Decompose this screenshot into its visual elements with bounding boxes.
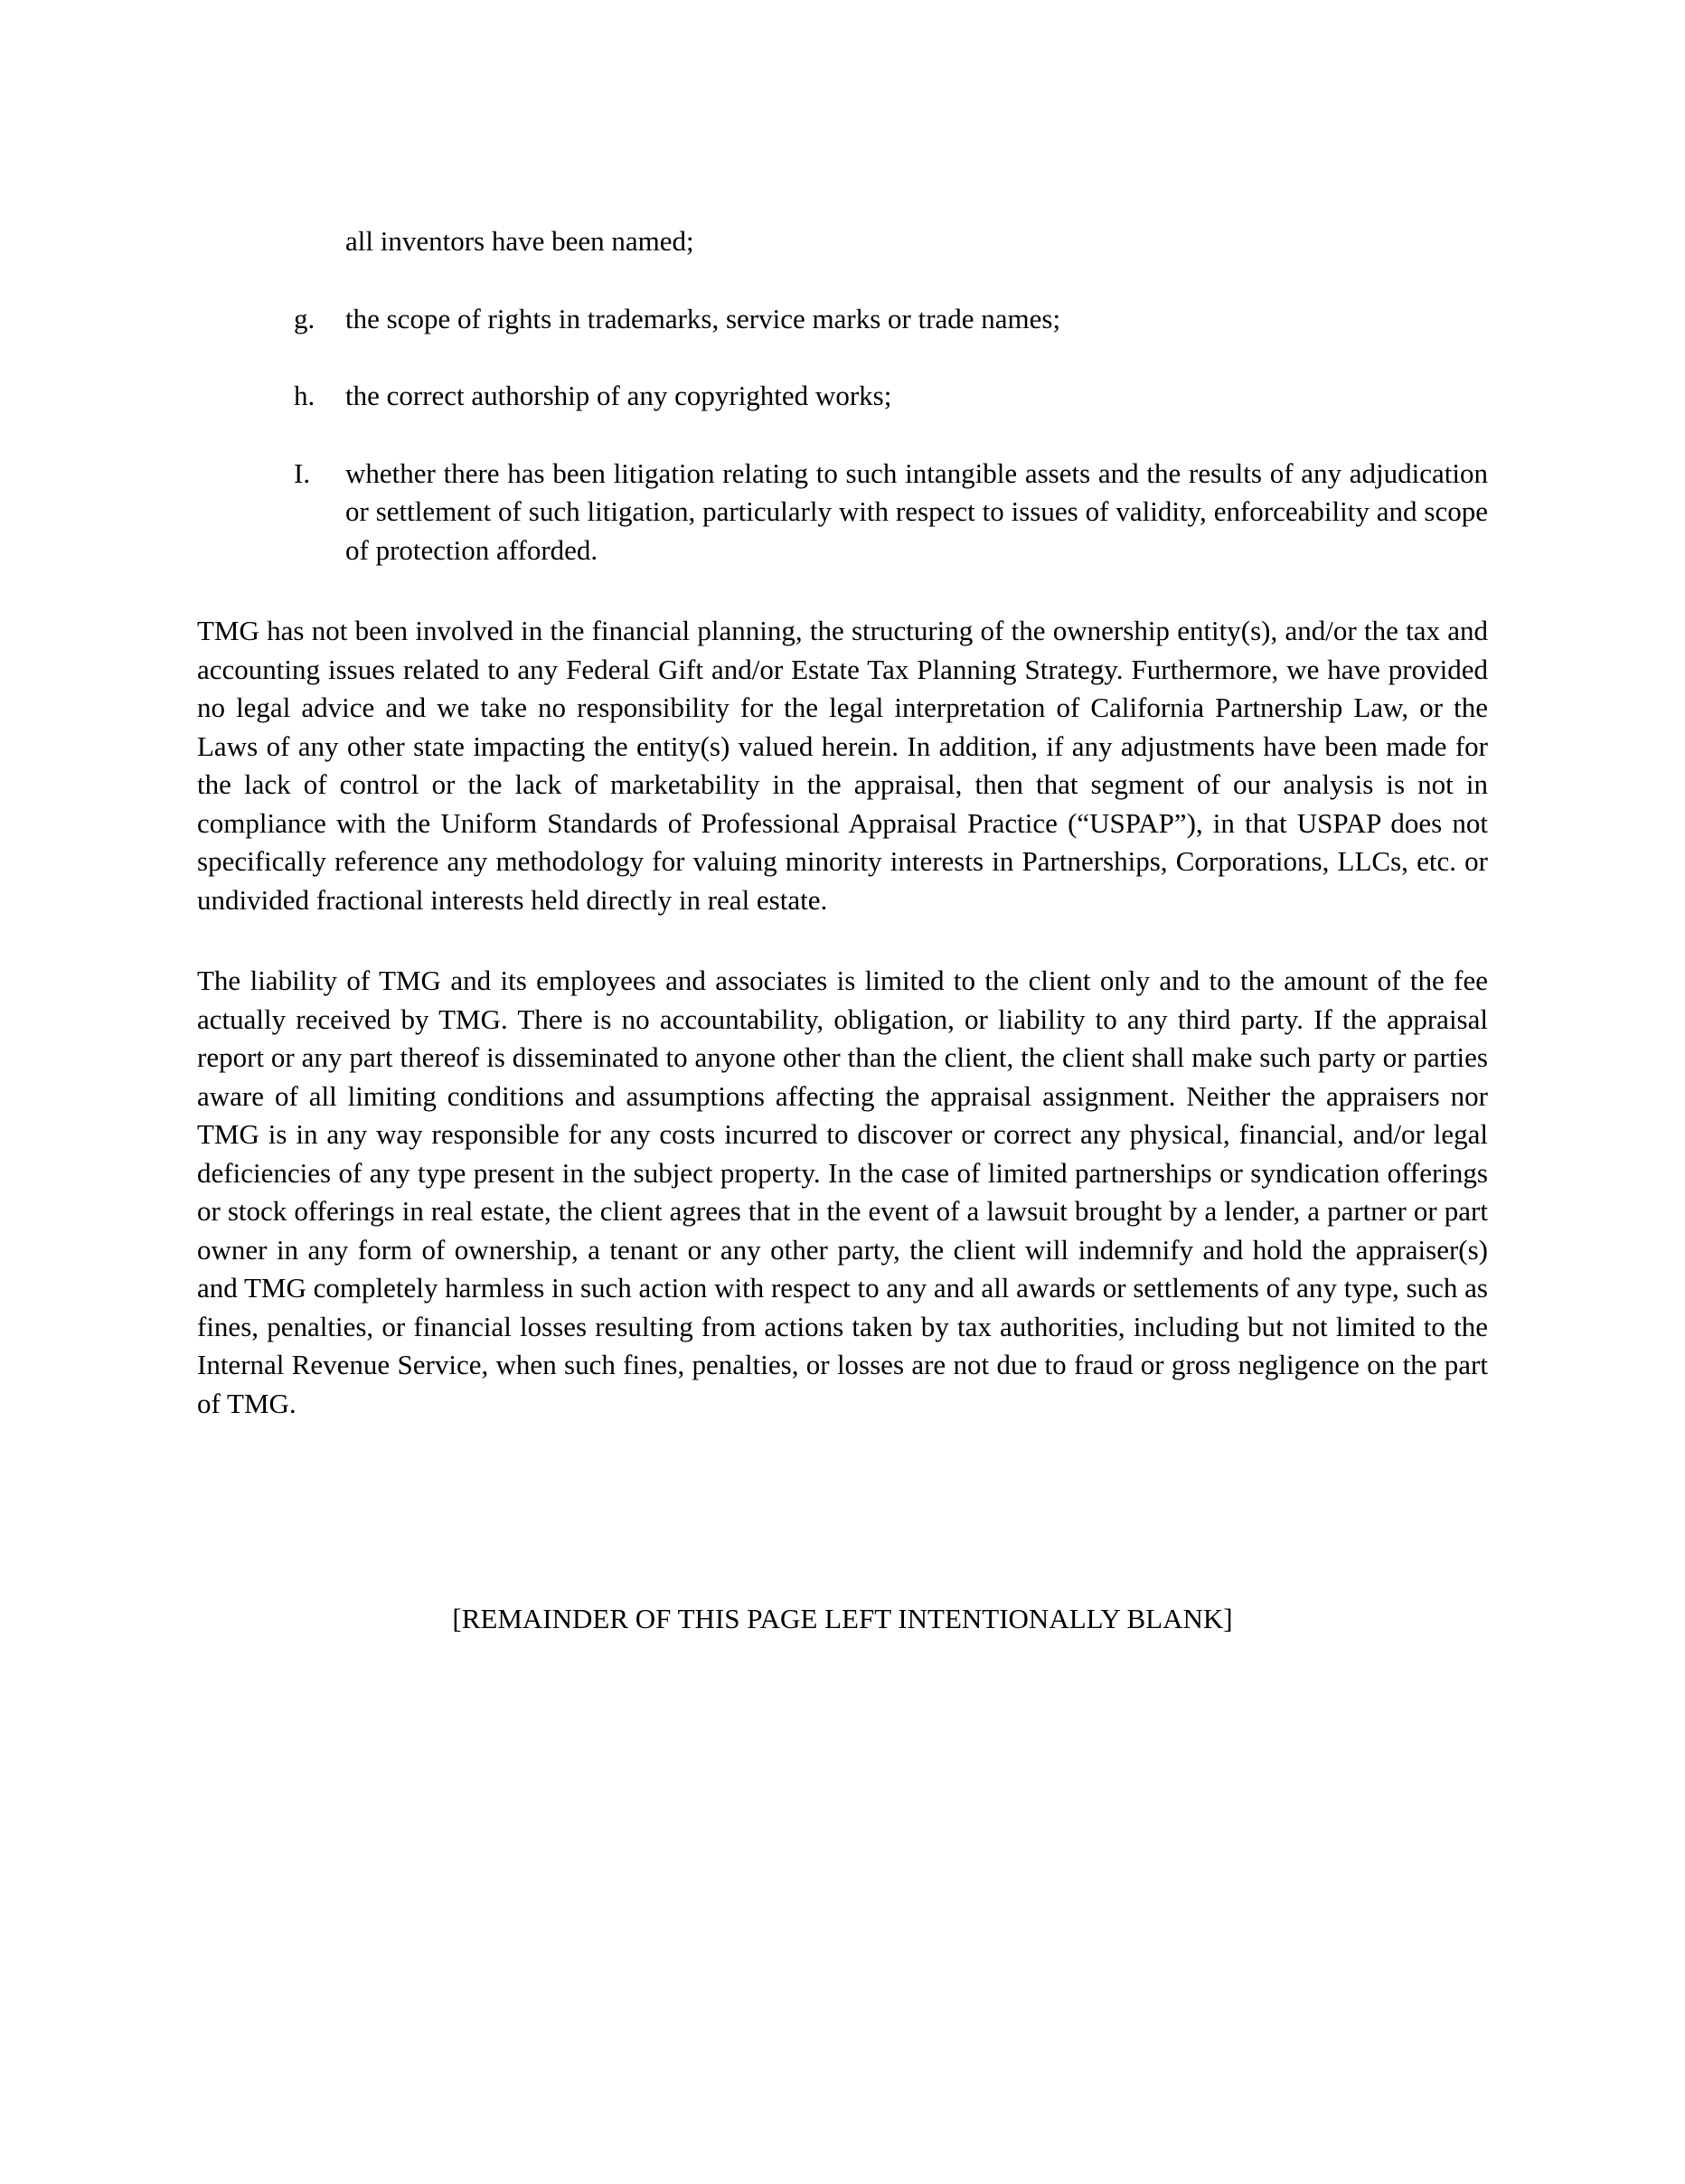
- list-item: [294, 455, 1488, 570]
- list-item: [294, 377, 1488, 416]
- list-item: [294, 300, 1488, 339]
- remainder-blank-note: [REMAINDER OF THIS PAGE LEFT INTENTIONALLY BLANK]: [452, 1603, 1233, 1634]
- paragraph-tmg-disclaimer: TMG has not been involved in the financial planning, the structuring of the ownership entity(s), and/or the tax and accounting issues related to any Federal Gift and/or Estate Tax Planning Strategy. Furthermore, we have provided no legal advice and we take no responsibility for the legal interpretation of California Partnership Law, or the Laws of any other state impacting the entity(s) valued herein. In addition, if any adjustments have been made for the lack of control or the lack of marketability in the appraisal, then that segment of our analysis is not in compliance with the Uniform Standards of Professional Appraisal Practice (“USPAP”), in that USPAP does not specifically reference any methodology for valuing minority interests in Partnerships, Corporations, LLCs, etc. or undivided fractional interests held directly in real estate.: [197, 615, 1488, 916]
- list-item-text: the scope of rights in trademarks, service marks or trade names;: [345, 302, 1061, 334]
- list-item-label: h.: [294, 380, 315, 411]
- list-item-text: whether there has been litigation relating to such intangible assets and the results of any adjudication or settlement of such litigation, particularly with respect to issues of validity, enforceability and scope of protection afforded.: [345, 457, 1488, 566]
- paragraph-liability: The liability of TMG and its employees and associates is limited to the client only and to the amount of the fee actually received by TMG. There is no accountability, obligation, or liability to any third party. If the appraisal report or any part thereof is disseminated to anyone other than the client, the client shall make such party or parties aware of all limiting conditions and assumptions affecting the appraisal assignment. Neither the appraisers nor TMG is in any way responsible for any costs incurred to discover or correct any physical, financial, and/or legal deficiencies of any type present in the subject property. In the case of limited partnerships or syndication offerings or stock offerings in real estate, the client agrees that in the event of a lawsuit brought by a lender, a partner or part owner in any form of ownership, a tenant or any other party, the client will indemnify and hold the appraiser(s) and TMG completely harmless in such action with respect to any and all awards or settlements of any type, such as fines, penalties, or financial losses resulting from actions taken by tax authorities, including but not limited to the Internal Revenue Service, when such fines, penalties, or losses are not due to fraud or gross negligence on the part of TMG.: [197, 965, 1488, 1419]
- list-item-label: I.: [294, 457, 311, 489]
- list-item-text: the correct authorship of any copyrighted works;: [345, 380, 892, 411]
- list-item-continuation-text: all inventors have been named;: [345, 225, 694, 257]
- list-item-label: g.: [294, 302, 315, 334]
